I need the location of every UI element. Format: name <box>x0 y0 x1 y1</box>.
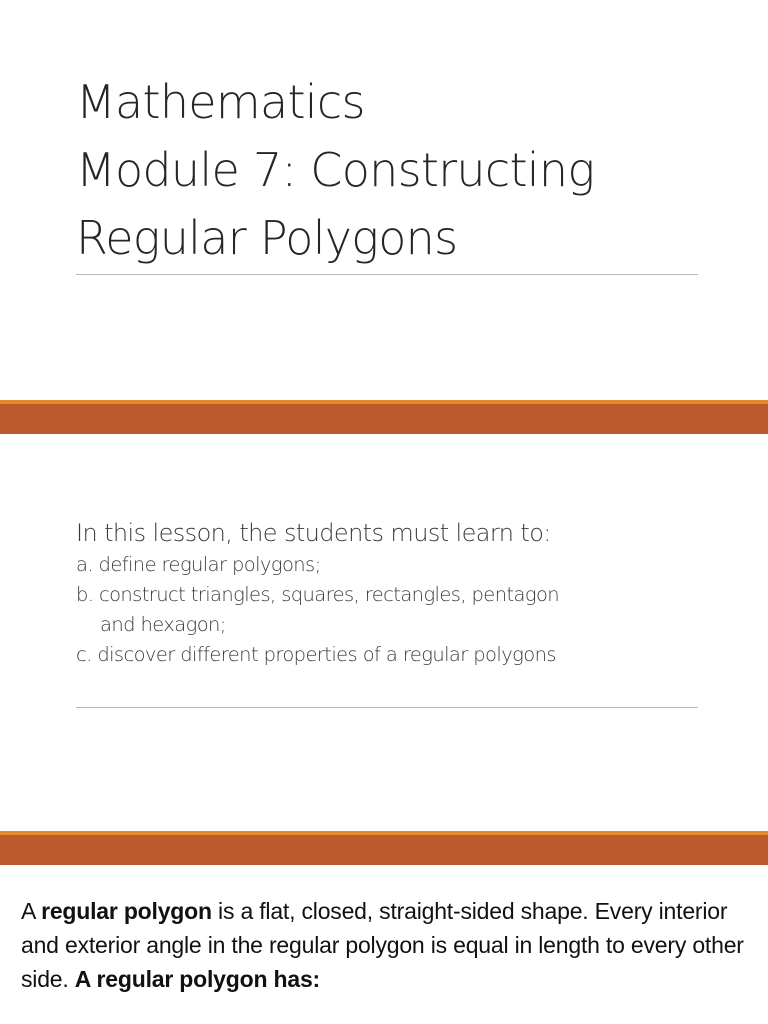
definition-part-2: is a flat, closed, straight-sided shape. Every interior and exterior angle in the regular polygon is equal in length to every other side. <box>21 898 744 992</box>
title-slide <box>0 0 768 402</box>
objective-continuation: and hexagon; <box>100 613 226 636</box>
title-line-3: Regular Polygons <box>76 211 458 265</box>
definition-term: regular polygon <box>41 898 212 924</box>
title-divider <box>76 274 698 275</box>
slide-separator-band <box>0 831 768 865</box>
lesson-divider <box>76 707 698 708</box>
objectives-list <box>76 550 559 670</box>
slide-title <box>76 68 594 272</box>
objective-text: c. discover different properties of a regular polygons <box>76 643 556 666</box>
definition-lead: A regular polygon has: <box>74 966 321 992</box>
title-line-2: Module 7: Constructing <box>76 143 595 197</box>
objective-text: b. construct triangles, squares, rectangles, pentagon <box>76 583 560 606</box>
lesson-objectives <box>76 516 559 670</box>
objective-text: a. define regular polygons; <box>76 553 321 576</box>
definition-part-1: A <box>21 898 42 924</box>
objective-item <box>76 640 559 670</box>
slide-separator-band <box>0 400 768 434</box>
lesson-intro: In this lesson, the students must learn to: <box>76 519 551 547</box>
objective-item <box>76 550 559 580</box>
definition-paragraph <box>21 894 751 996</box>
title-line-1: Mathematics <box>76 75 365 129</box>
objective-item <box>76 580 559 640</box>
